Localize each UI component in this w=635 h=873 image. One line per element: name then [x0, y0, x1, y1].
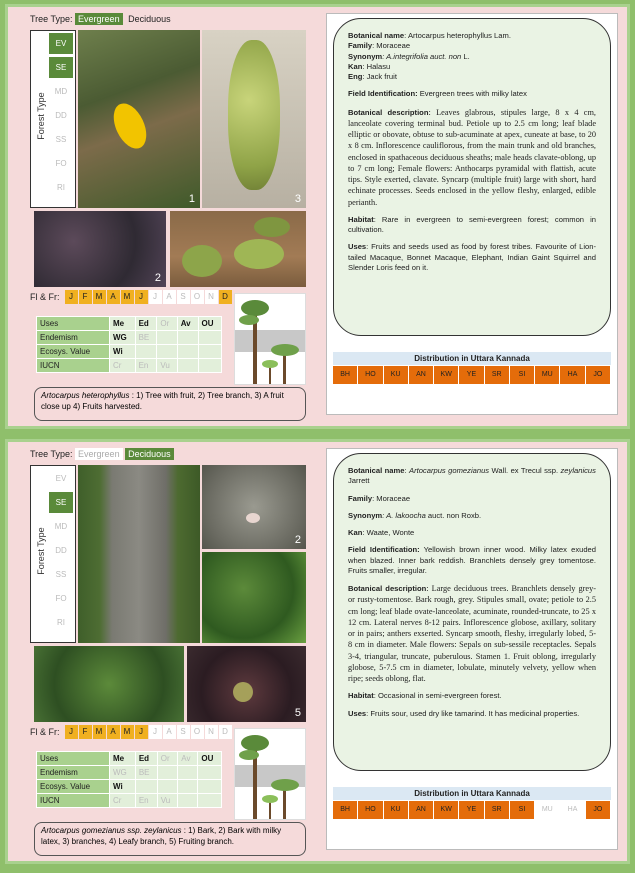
dist-an: AN — [409, 801, 433, 819]
table-row — [37, 359, 222, 373]
table-row — [37, 766, 222, 780]
kannada-label: Kan — [348, 528, 363, 537]
uses-label: Uses — [348, 708, 367, 718]
left-panel — [30, 13, 312, 413]
photo-tree-branch — [34, 211, 166, 287]
flowering-fruiting-row — [30, 725, 232, 739]
uses-label: Uses — [37, 317, 110, 331]
photo-bark — [78, 465, 200, 643]
flfr-label: Fl & Fr: — [30, 292, 60, 302]
forest-type-fo: FO — [55, 159, 67, 168]
forest-type-md: MD — [54, 522, 68, 531]
forest-type-label: Forest Type — [36, 527, 46, 575]
photo-bark-latex — [202, 465, 306, 549]
table-row — [37, 780, 222, 794]
left-panel — [30, 448, 312, 848]
month-mar: M — [93, 725, 106, 739]
iucn-en: En — [135, 359, 157, 373]
month-jan: J — [65, 725, 78, 739]
caption-species: Artocarpus heterophyllus — [41, 391, 130, 400]
description-value: : Leaves glabrous, stipules large, 8 x 4 cm, lanceolate covering terminal bud. Petiole up to 2.5 cm long; leaf blade elliptic or obovate, obtuse to sub-acuminate at apex, cuneate at base, to 20 x 8 cm. Inflorescence cauliflorous, from the main trunk and old branches, enclosed in spathaceous deciduous sheaths; male heads clavate-oblong, up to 7 cm long; Female flowers: Anthocarps pyramidal with flattish, acute tips. Style exerted, clavate. Syncarp (multiple fruit) large with short, hard echinate processes. Seeds enclosed in the yellow fleshy, enlarged, edible perianth. — [348, 107, 596, 207]
habitat-value: : Rare in evergreen to semi-evergreen forest; common in cultivation. — [348, 214, 596, 234]
synonym-value: : A. lakoocha — [382, 510, 426, 520]
iucn-en: En — [135, 794, 157, 808]
iucn-vu: Vu — [157, 359, 177, 373]
caption-text: : 1) Bark, 2) Bark with milky latex, 3) branches, 4) Leafy branch, 5) Fruiting branch. — [41, 826, 282, 846]
photo-fruiting-branch — [187, 646, 306, 722]
table-row — [37, 331, 222, 345]
endemism-label: Endemism — [37, 766, 110, 780]
tree-type-deciduous: Deciduous — [128, 14, 171, 24]
endemism-wg: WG — [110, 331, 136, 345]
month-may: M — [121, 725, 134, 739]
synonym-label: Synonym — [348, 510, 383, 520]
dist-ho: HO — [358, 366, 382, 384]
tree-type-label: Tree Type: — [30, 449, 73, 459]
photo-tree-with-fruit — [78, 30, 200, 208]
use-av: Av — [177, 317, 198, 331]
month-aug: A — [163, 290, 176, 304]
field-id-label: Field Identification: — [348, 89, 418, 99]
english-value: : Jack fruit — [362, 72, 397, 81]
photo-number: 2 — [294, 534, 301, 546]
kannada-value: : Halasu — [362, 61, 391, 71]
dist-kw: KW — [434, 366, 458, 384]
tree-type-deciduous: Deciduous — [125, 448, 174, 460]
iucn-label: IUCN — [37, 794, 110, 808]
botanical-name-authority: Wall. ex Trecul ssp. — [489, 466, 561, 475]
synonym-label: Synonym — [348, 51, 383, 61]
family-label: Family — [348, 493, 373, 503]
dist-bh: BH — [333, 366, 357, 384]
photo-caption — [34, 822, 306, 856]
month-oct: O — [191, 725, 204, 739]
dist-jo: JO — [586, 801, 610, 819]
iucn-cr: Cr — [110, 359, 136, 373]
month-oct: O — [191, 290, 204, 304]
use-me: Me — [110, 752, 136, 766]
month-apr: A — [107, 725, 120, 739]
endemism-be: BE — [135, 331, 157, 345]
dist-an: AN — [409, 366, 433, 384]
photo-number: 1 — [188, 193, 195, 205]
use-ou: OU — [198, 317, 221, 331]
dist-ho: HO — [358, 801, 382, 819]
month-may: M — [121, 290, 134, 304]
tree-type-evergreen: Evergreen — [75, 13, 123, 25]
dist-mu: MU — [535, 366, 559, 384]
ecosys-wi: Wi — [110, 345, 136, 359]
use-av: Av — [178, 752, 198, 766]
photo-number: 3 — [294, 193, 301, 205]
distribution-title: Distribution in Uttara Kannada — [333, 787, 611, 800]
habitat-label: Habitat — [348, 214, 374, 224]
botanical-name-authority2: Jarrett — [348, 476, 370, 486]
month-dec: D — [219, 725, 232, 739]
photo-branches — [202, 552, 306, 643]
description-value: : Large deciduous trees. Branchlets densely grey- or rusty-tomentose. Bark rough, grey. Stipules small, ovate; petiole to 2.5 cm long; leaf blade ovate-lanceolate, acuminate, rounded-truncate, to 25 x 12 cm. Lateral nerves 8-12 pairs. Inflorescence globose, axillary, solitary or in pairs; anthers exserted. Syncarp smooth, fleshy, irregularly lobed, 5-8 cm in diameter. Male flowers: Sepals on sub-sessile receptacles. Sepals 3-4, triangular, truncate, puberulous. Stamen 1. Fruit oblong, irregularly globose, 5-7.5 cm in diameter, lobulate, minutely velvety, yellow when ripe; seeds oblong, flat. — [348, 584, 597, 683]
forest-type-dd: DD — [55, 111, 67, 120]
photo-number: 2 — [154, 272, 161, 284]
habitat-value: : Occasional in semi-evergreen forest. — [373, 691, 502, 701]
dist-ku: KU — [384, 801, 408, 819]
description-label: Botanical description — [348, 107, 429, 117]
botanical-name-sep: : — [404, 466, 409, 475]
endemism-be: BE — [135, 766, 157, 780]
family-value: : Moraceae — [372, 493, 411, 503]
right-panel — [326, 13, 618, 415]
synonym-value: : A.integrifolia auct. non — [382, 51, 462, 61]
table-row — [37, 794, 222, 808]
botanical-name-genus: Artocarpus gomezianus — [409, 466, 490, 475]
description-label: Botanical description — [348, 584, 427, 593]
flowering-fruiting-row — [30, 290, 232, 304]
iucn-cr: Cr — [110, 794, 136, 808]
dist-sr: SR — [485, 366, 509, 384]
month-feb: F — [79, 290, 92, 304]
forest-type-ss: SS — [55, 570, 67, 579]
ecosys-wi: Wi — [110, 780, 136, 794]
forest-type-box — [30, 465, 76, 643]
uses-label: Uses — [37, 752, 110, 766]
month-mar: M — [93, 290, 106, 304]
tree-type-row — [30, 448, 174, 460]
english-label: Eng — [348, 72, 363, 81]
month-jul: J — [149, 725, 162, 739]
dist-sr: SR — [485, 801, 509, 819]
table-row — [37, 345, 222, 359]
caption-text: : 1) Tree with fruit, 2) Tree branch, 3) A fruit close up 4) Fruits harvested. — [41, 391, 284, 411]
kannada-label: Kan — [348, 61, 363, 71]
canopy-tree-icon — [234, 728, 306, 820]
month-nov: N — [205, 290, 218, 304]
photo-leafy-branch — [34, 646, 184, 722]
iucn-label: IUCN — [37, 359, 110, 373]
dist-ku: KU — [384, 366, 408, 384]
field-id-value: Yellowish brown inner wood. Milky latex exuded when blazed. Inner bark reddish. Branchlets densely grey tomentose. Fruits smaller, irregular. — [348, 545, 597, 575]
month-dec: D — [219, 290, 232, 304]
distribution-title: Distribution in Uttara Kannada — [333, 352, 611, 365]
forest-type-se: SE — [49, 57, 73, 78]
botanical-name-value: : Artocarpus heterophyllus Lam. — [404, 31, 511, 40]
canopy-tree-icon — [234, 293, 306, 385]
dist-si: SI — [510, 366, 534, 384]
photo-caption — [34, 387, 306, 421]
distribution-block — [333, 352, 611, 384]
forest-type-box — [30, 30, 76, 208]
endemism-wg: WG — [110, 766, 136, 780]
forest-type-dd: DD — [55, 546, 67, 555]
dist-ye: YE — [459, 801, 483, 819]
family-label: Family — [348, 41, 373, 51]
month-jun: J — [135, 290, 148, 304]
forest-type-ri: RI — [57, 618, 65, 627]
endemism-label: Endemism — [37, 331, 110, 345]
photo-fruits-harvested — [170, 211, 306, 287]
month-apr: A — [107, 290, 120, 304]
forest-type-ss: SS — [55, 135, 67, 144]
right-panel — [326, 448, 618, 850]
use-ed: Ed — [135, 317, 157, 331]
month-sep: S — [177, 290, 190, 304]
use-or: Or — [157, 317, 177, 331]
month-aug: A — [163, 725, 176, 739]
species-info-box — [333, 453, 611, 771]
month-jun: J — [135, 725, 148, 739]
species-info-box — [333, 18, 611, 336]
month-sep: S — [177, 725, 190, 739]
dist-mu: MU — [535, 801, 559, 819]
botanical-name-label: Botanical name — [348, 31, 405, 40]
forest-type-se: SE — [49, 492, 73, 513]
ecosys-label: Ecosys. Value — [37, 345, 110, 359]
tree-type-label: Tree Type: — [30, 14, 73, 24]
distribution-block — [333, 787, 611, 819]
use-me: Me — [110, 317, 136, 331]
forest-type-ev: EV — [49, 33, 73, 54]
dist-ye: YE — [459, 366, 483, 384]
attributes-table — [36, 316, 222, 373]
botanical-name-label: Botanical name — [348, 466, 405, 475]
botanical-name-subspecies: zeylanicus — [560, 466, 596, 475]
synonym-rest: L. — [461, 51, 470, 61]
month-nov: N — [205, 725, 218, 739]
uses-value: : Fruits sour, used dry like tamarind. It has medicinal properties. — [366, 708, 580, 718]
dist-bh: BH — [333, 801, 357, 819]
species-card-1 — [5, 4, 630, 429]
dist-ha: HA — [560, 366, 584, 384]
kannada-value: : Waate, Wonte — [362, 528, 415, 537]
photo-number: 5 — [294, 707, 301, 719]
field-id-label: Field Identification: — [348, 545, 420, 555]
month-feb: F — [79, 725, 92, 739]
dist-ha: HA — [560, 801, 584, 819]
tree-type-row — [30, 13, 174, 25]
month-jul: J — [149, 290, 162, 304]
dist-kw: KW — [434, 801, 458, 819]
tree-type-evergreen: Evergreen — [75, 448, 123, 460]
forest-type-label: Forest Type — [36, 92, 46, 140]
table-row — [37, 317, 222, 331]
iucn-vu: Vu — [157, 794, 177, 808]
forest-type-md: MD — [54, 87, 68, 96]
use-ou: OU — [198, 752, 222, 766]
habitat-label: Habitat — [348, 691, 374, 701]
attributes-table — [36, 751, 222, 808]
table-row — [37, 752, 222, 766]
uses-label: Uses — [348, 242, 367, 252]
uses-value: : Fruits and seeds used as food by forest tribes. Favourite of Lion-tailed Macaque, Bonnet Macaque, Elephant, Indian Gaint Squirrel and Slender Loris feed on it. — [348, 242, 596, 272]
flfr-label: Fl & Fr: — [30, 727, 60, 737]
synonym-rest: auct. non Roxb. — [425, 510, 482, 520]
ecosys-label: Ecosys. Value — [37, 780, 110, 794]
photo-fruit-closeup — [202, 30, 306, 208]
field-id-value: Evergreen trees with milky latex — [417, 89, 527, 99]
caption-species: Artocarpus gomezianus ssp. zeylanicus — [41, 826, 182, 835]
forest-type-ev: EV — [55, 474, 67, 483]
forest-type-ri: RI — [57, 183, 65, 192]
use-or: Or — [157, 752, 177, 766]
month-jan: J — [65, 290, 78, 304]
species-card-2 — [5, 439, 630, 864]
forest-type-fo: FO — [55, 594, 67, 603]
dist-si: SI — [510, 801, 534, 819]
use-ed: Ed — [135, 752, 157, 766]
dist-jo: JO — [586, 366, 610, 384]
family-value: : Moraceae — [372, 41, 411, 51]
